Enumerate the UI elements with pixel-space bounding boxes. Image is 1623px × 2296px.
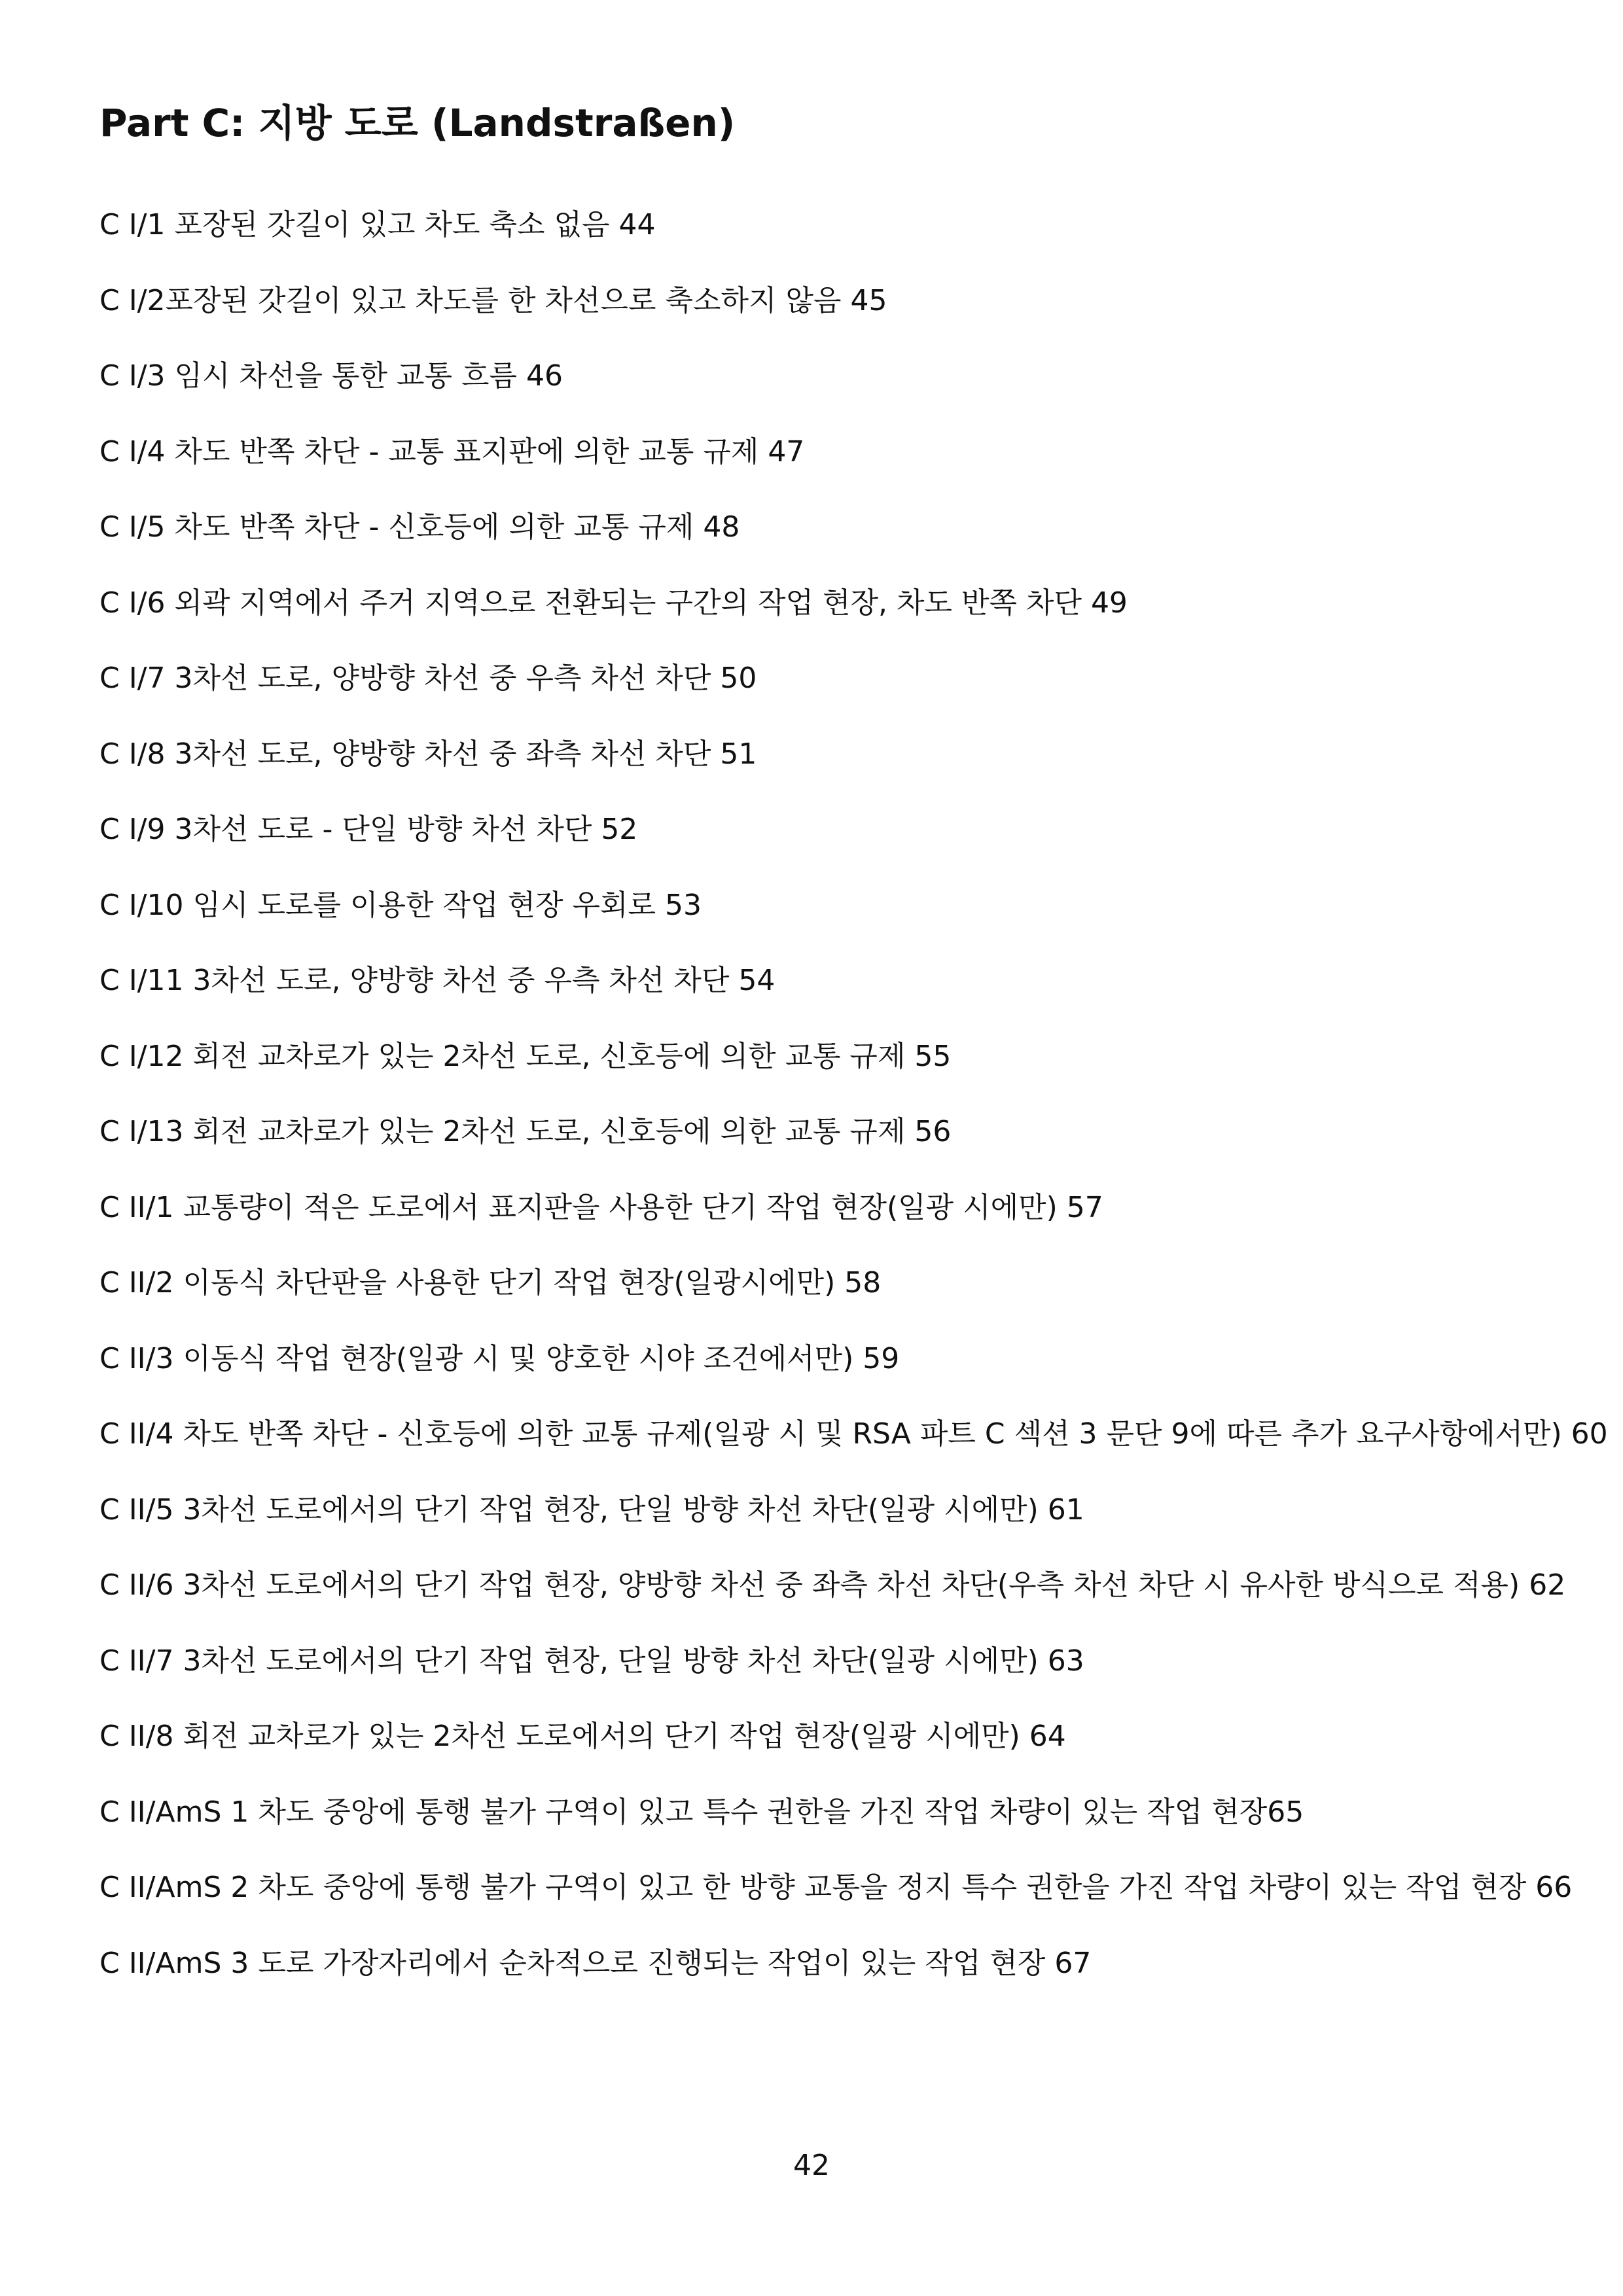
toc-entry: C II/4 차도 반쪽 차단 - 신호등에 의한 교통 규제(일광 시 및 RSA 파트 C 섹션 3 문단 9에 따른 추가 요구사항에서만) 60 — [99, 1417, 1608, 1451]
toc-entry: C I/9 3차선 도로 - 단일 방향 차선 차단 52 — [99, 813, 638, 846]
toc-entry: C II/6 3차선 도로에서의 단기 작업 현장, 양방향 차선 중 좌측 차선 차단(우측 차선 차단 시 유사한 방식으로 적용) 62 — [99, 1568, 1566, 1602]
toc-entry: C II/2 이동식 차단판을 사용한 단기 작업 현장(일광시에만) 58 — [99, 1266, 882, 1299]
toc-entry: C I/6 외곽 지역에서 주거 지역으로 전환되는 구간의 작업 현장, 차도 반쪽 차단 49 — [99, 586, 1128, 620]
table-of-contents — [99, 200, 1608, 2014]
toc-entry: C I/12 회전 교차로가 있는 2차선 도로, 신호등에 의한 교통 규제 55 — [99, 1039, 952, 1073]
toc-entry: C I/8 3차선 도로, 양방향 차선 중 좌측 차선 차단 51 — [99, 737, 757, 771]
toc-entry: C II/1 교통량이 적은 도로에서 표지판을 사용한 단기 작업 현장(일광 시에만) 57 — [99, 1190, 1103, 1224]
toc-entry: C I/10 임시 도로를 이용한 작업 현장 우회로 53 — [99, 888, 702, 922]
page-number: 42 — [793, 2149, 830, 2182]
toc-entry: C I/13 회전 교차로가 있는 2차선 도로, 신호등에 의한 교통 규제 56 — [99, 1115, 952, 1148]
toc-entry: C I/2포장된 갓길이 있고 차도를 한 차선으로 축소하지 않음 45 — [99, 283, 887, 317]
toc-entry: C I/4 차도 반쪽 차단 - 교통 표지판에 의한 교통 규제 47 — [99, 434, 805, 468]
toc-entry: C II/AmS 1 차도 중앙에 통행 불가 구역이 있고 특수 권한을 가진 작업 차량이 있는 작업 현장65 — [99, 1795, 1304, 1829]
toc-entry: C I/1 포장된 갓길이 있고 차도 축소 없음 44 — [99, 208, 656, 241]
toc-entry: C I/7 3차선 도로, 양방향 차선 중 우측 차선 차단 50 — [99, 662, 757, 695]
toc-entry: C I/3 임시 차선을 통한 교통 흐름 46 — [99, 359, 563, 393]
toc-entry: C II/8 회전 교차로가 있는 2차선 도로에서의 단기 작업 현장(일광 시에만) 64 — [99, 1720, 1066, 1753]
toc-entry: C I/11 3차선 도로, 양방향 차선 중 우측 차선 차단 54 — [99, 964, 776, 997]
toc-entry: C II/5 3차선 도로에서의 단기 작업 현장, 단일 방향 차선 차단(일광 시에만) 61 — [99, 1492, 1084, 1527]
toc-entry: C II/7 3차선 도로에서의 단기 작업 현장, 단일 방향 차선 차단(일광 시에만) 63 — [99, 1644, 1084, 1678]
toc-entry: C II/AmS 2 차도 중앙에 통행 불가 구역이 있고 한 방향 교통을 정지 특수 권한을 가진 작업 차량이 있는 작업 현장 66 — [99, 1871, 1573, 1904]
page-title: Part C: 지방 도로 (Landstraßen) — [99, 101, 736, 145]
toc-entry: C II/3 이동식 작업 현장(일광 시 및 양호한 시야 조건에서만) 59 — [99, 1341, 900, 1375]
toc-entry: C I/5 차도 반쪽 차단 - 신호등에 의한 교통 규제 48 — [99, 510, 740, 544]
toc-entry: C II/AmS 3 도로 가장자리에서 순차적으로 진행되는 작업이 있는 작업 현장 67 — [99, 1946, 1092, 1980]
